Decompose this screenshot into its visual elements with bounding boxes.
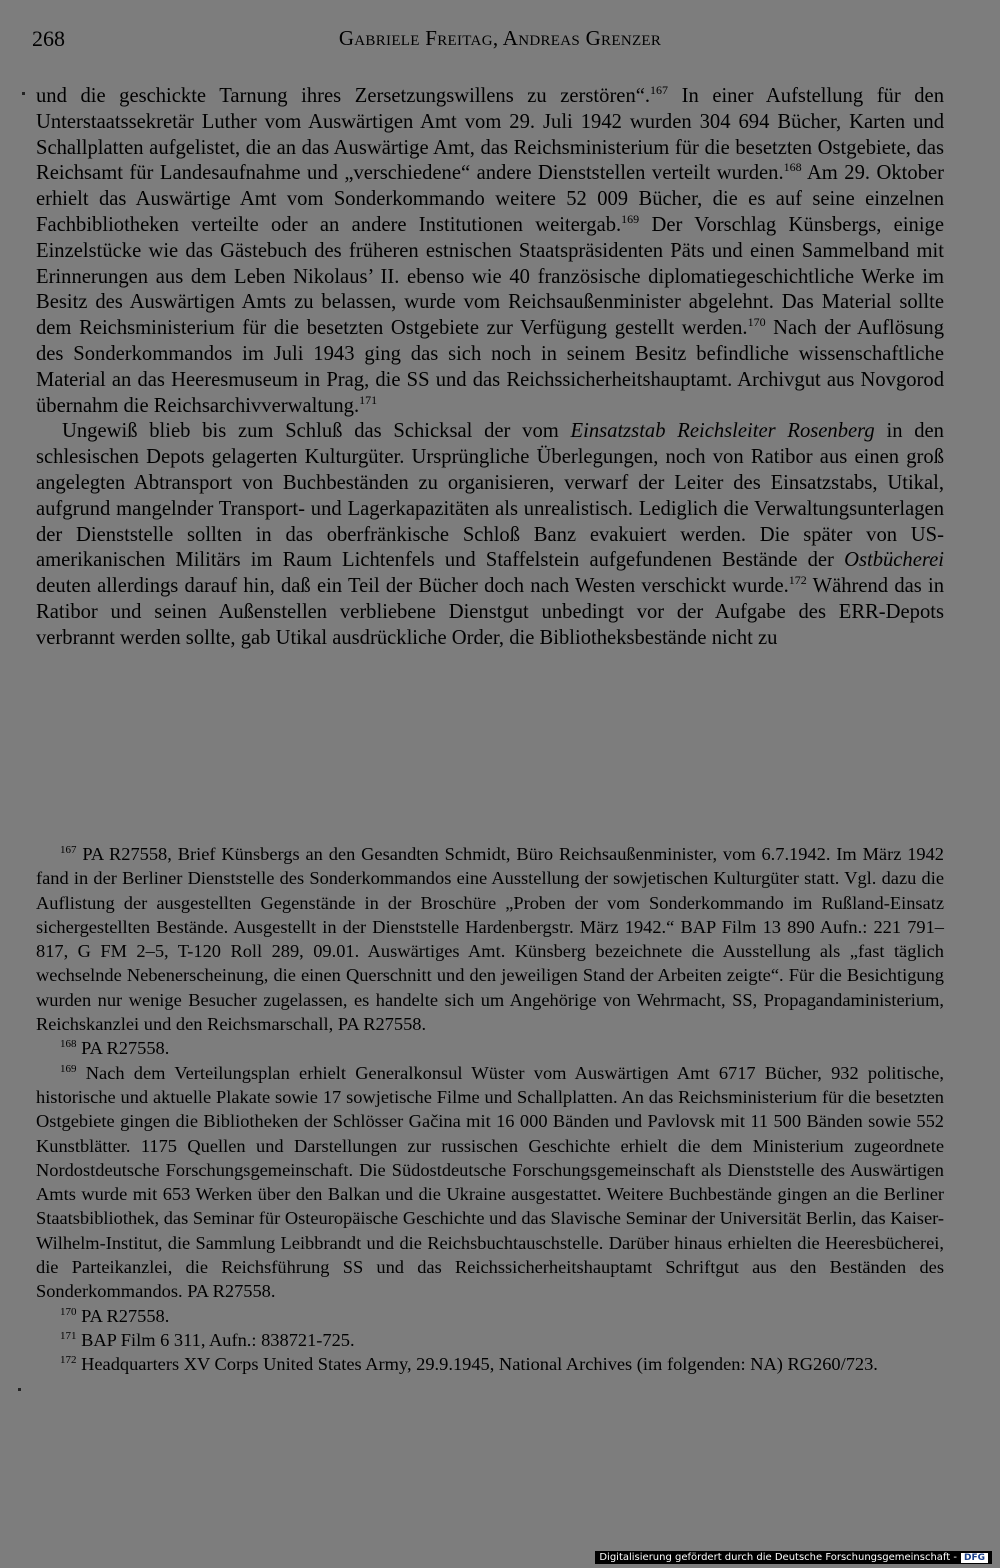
text-run: Am 29. Oktober erhielt das Auswärtige Amt vom Sonderkommando weitere 52 009 Bücher, die es auf seine einzelnen Fachbibliotheken verteilte oder an andere Institutionen weitergab. [36, 162, 944, 236]
footnote-170 [36, 1304, 944, 1328]
text-run: In einer Aufstellung für den Unterstaatssekretär Luther vom Auswärtigen Amt vom 29. Juli 1942 wurden 304 694 Bücher, Karten und Schallplatten aufgelistet, die an das Auswärtige Amt, das Reichsministerium für die besetzten Ostgebiete, das Reichsamt für Landesaufnahme und „verschiedene“ andere Dienststellen verteilt wurden. [36, 85, 944, 185]
text-run: deuten allerdings darauf hin, daß ein Teil der Bücher doch nach Westen verschickt wurde. [36, 575, 789, 598]
text-run: in den schlesischen Depots gelagerten Kulturgüter. Ursprüngliche Überlegungen, noch von Ratibor aus einen groß angelegten Abtransport von Buchbeständen zu organisieren, verwarf der Leiter des Einsatzstabs, Utikal, aufgrund mangelnder Transport- und Lagerkapazitäten als unrealistisch. Lediglich die Verwaltungsunterlagen der Dienststelle sollten in das oberfränkische Schloß Banz evakuiert werden. Die später von US-amerikanischen Militärs im Raum Lichtenfels und Staffelstein aufgefundenen Bestände der [36, 420, 944, 572]
text-run: Während das in Ratibor und seinen Außenstellen verbliebene Dienstgut unbedingt vor der Aufgabe des ERR-Depots verbrannt werden sollte, gab Utikal ausdrückliche Order, die Bibliotheksbestände nicht zu [36, 575, 944, 649]
footnote-text: Headquarters XV Corps United States Army, 29.9.1945, National Archives (im folgenden: NA) RG260/723. [76, 1354, 878, 1375]
italic-term: Ostbücherei [844, 549, 944, 572]
footer-text: Digitalisierung gefördert durch die Deutsche Forschungsgemeinschaft - [599, 1552, 957, 1563]
dfg-logo-icon: DFG [961, 1553, 988, 1563]
footnote-text: PA R27558. [76, 1305, 170, 1326]
digitization-footer [595, 1551, 992, 1564]
footnote-text: PA R27558, Brief Künsbergs an den Gesandten Schmidt, Büro Reichsaußenminister, vom 6.7.1942. Im März 1942 fand in der Berliner Dienststelle des Sonderkommandos eine Ausstellung der sowjetischen Kulturgüter statt. Vgl. dazu die Auflistung der ausgestellten Gegenstände in der Broschüre „Proben der vom Sonderkommando im Rußland-Einsatz sichergestellten Bestände. Ausgestellt in der Dienststelle Hardenbergstr. März 1942.“ BAP Film 13 890 Aufn.: 221 791–817, G FM 2–5, T-120 Roll 289, 09.01. Auswärtiges Amt. Künsberg bezeichnete die Ausstellung als „fast täglich wechselnde Nebenerscheinung, die einen Querschnitt und den jeweiligen Stand der Arbeiten zeigte“. Für die Besichtigung wurden nur wenige Besucher zugelassen, es handelte sich um Angehörige von Wehrmacht, SS, Propagandaministerium, Reichskanzlei und den Reichsmarschall, PA R27558. [36, 844, 944, 1035]
footnote-number: 172 [60, 1354, 77, 1367]
footnote-168 [36, 1036, 944, 1060]
footnote-ref: 170 [747, 315, 766, 330]
footnote-text: BAP Film 6 311, Aufn.: 838721-725. [76, 1329, 355, 1350]
text-run: Nach der Auflösung des Sonderkommandos im Juli 1943 ging das sich noch in seinem Besitz befindliche wissenschaftliche Material an das Heeresmuseum in Prag, die SS und das Reichssicherheitshauptamt. Archivgut aus Novgorod übernahm die Reichsarchivverwaltung. [36, 317, 944, 417]
footnote-text: PA R27558. [76, 1038, 170, 1059]
text-run: Ungewiß blieb bis zum Schluß das Schicksal der vom [62, 420, 571, 443]
footnote-text: Nach dem Verteilungsplan erhielt Generalkonsul Wüster vom Auswärtigen Amt 6717 Bücher, 932 politische, historische und aktuelle Plakate sowie 17 sowjetische Filme und Schallplatten. An das Reichsministerium für die besetzten Ostgebiete gingen die Bibliotheken der Schlösser Gačina mit 16 000 Bänden und Pavlovsk mit 11 500 Bänden sowie 552 Kunstblätter. 1175 Quellen und Darstellungen zur russischen Geschichte erhielt die dem Ministerium zugeordnete Nordostdeutsche Forschungsgemeinschaft. Die Südostdeutsche Forschungsgemeinschaft als Dienststelle des Auswärtigen Amts wurde mit 653 Werken über den Balkan und die Ukraine ausgestattet. Weitere Buchbestände gingen an die Berliner Staatsbibliothek, das Seminar für Osteuropäische Geschichte und das Slavische Seminar der Universität Berlin, das Kaiser-Wilhelm-Institut, die Sammlung Leibbrandt und die Reichsbuchtauschstelle. Darüber hinaus erhielten die Heeresbücherei, die Parteikanzlei, die Reichsführung SS und das Reichssicherheitshauptamt Schriftgut aus den Beständen des Sonderkommandos. PA R27558. [36, 1062, 944, 1302]
page-header [32, 26, 968, 62]
footnote-number: 171 [60, 1329, 77, 1342]
footnote-ref: 172 [788, 573, 807, 588]
footnote-ref: 168 [783, 160, 802, 175]
italic-term: Einsatzstab Reichsleiter Rosenberg [570, 420, 875, 443]
footnote-172 [36, 1352, 944, 1376]
scan-speck [22, 92, 25, 95]
page-number: 268 [32, 26, 65, 51]
footnote-number: 168 [60, 1038, 77, 1051]
paragraph [36, 419, 944, 651]
running-head: Gabriele Freitag, Andreas Grenzer [338, 26, 662, 50]
footnote-ref: 167 [650, 83, 669, 97]
scan-speck [18, 1388, 21, 1391]
footnotes [36, 842, 944, 1377]
footnote-171 [36, 1328, 944, 1352]
footnote-number: 167 [60, 844, 77, 856]
text-run: Der Vorschlag Künsbergs, einige Einzelstücke wie das Gästebuch des früheren estnischen Staatspräsidenten Päts und einen Sammelband mit Erinnerungen aus dem Leben Nikolaus’ II. ebenso wie 40 französische diplomatiegeschichtliche Werke im Besitz des Auswärtigen Amts zu belassen, wurde vom Reichsaußenminister abgelehnt. Das Material sollte dem Reichsministerium für die besetzten Ostgebiete zur Verfügung gestellt werden. [36, 213, 944, 340]
footnote-169 [36, 1061, 944, 1304]
footnote-number: 169 [60, 1062, 77, 1075]
footnote-number: 170 [60, 1305, 77, 1318]
footnote-167 [36, 842, 944, 1036]
main-text [36, 84, 944, 652]
footnote-ref: 171 [359, 392, 378, 407]
footnote-ref: 169 [621, 211, 640, 226]
paragraph [36, 84, 944, 419]
text-run: und die geschickte Tarnung ihres Zersetzungswillens zu zerstören“. [36, 85, 651, 107]
